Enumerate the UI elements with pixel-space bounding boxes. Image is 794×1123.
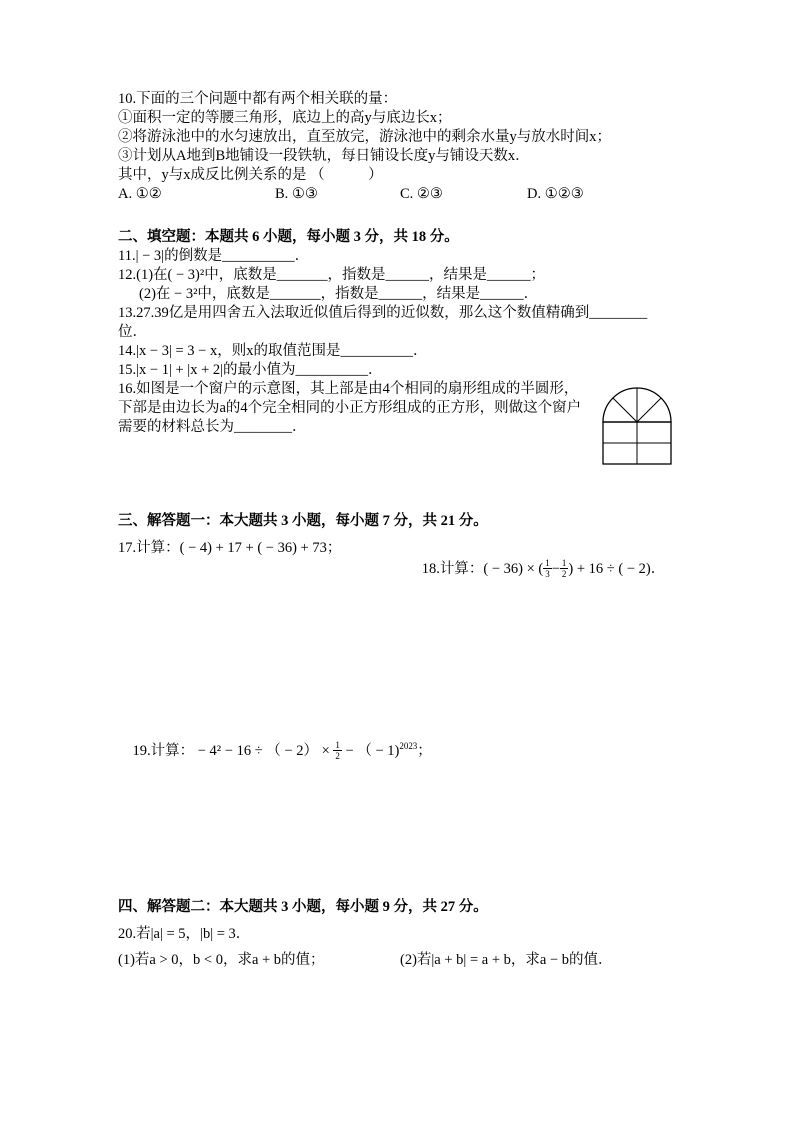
section-fill-title: 二、填空题：本题共 6 小题，每小题 3 分，共 18 分。 — [118, 229, 459, 245]
q18-minus: − — [551, 560, 560, 577]
q10-options — [118, 185, 675, 204]
q18-prefix: 18.计算：( − 36) × ( — [421, 560, 544, 577]
q13: 13.27.39亿是用四舍五入法取近似值后得到的近似数，那么这个数值精确到________位． — [118, 305, 648, 340]
q19 — [118, 721, 675, 781]
q20-subquestions-row — [118, 951, 675, 970]
q19-exponent: 2023 — [399, 740, 418, 751]
q10-item-1: ①面积一定的等腰三角形，底边上的高y与底边长x； — [118, 110, 452, 126]
q18 — [400, 539, 675, 599]
window-figure-svg — [599, 382, 675, 466]
q20-sub2: (2)若|a + b| = a + b，求a − b的值． — [400, 952, 613, 969]
q18-fraction-2: $\frac{1}{2}$ — [561, 558, 567, 580]
q19-prefix: 19.计算： − 4² − 16 ÷ （ − 2） × — [132, 742, 334, 759]
section-solve2-title: 四、解答题二：本大题共 3 小题，每小题 9 分，共 27 分。 — [118, 899, 488, 916]
q16-text: 16.如图是一个窗户的示意图，其上部是由4个相同的扇形组成的半圆形，下部是由边长为a的4个完全相同的小正方形组成的正方形，则做这个窗户需要的材料总长为________． — [118, 381, 582, 435]
q19-mid: − （ − 1) — [341, 742, 400, 759]
q20: 20.若|a| = 5，|b| = 3． — [118, 926, 251, 943]
q10-stem: 其中，y与x成反比例关系的是 （ ） — [118, 167, 383, 183]
q12-part1: 12.(1)在( − 3)²中，底数是_______，指数是______，结果是______； — [118, 267, 545, 283]
q15: 15.|x − 1| + |x + 2|的最小值为__________． — [118, 362, 383, 378]
q17-q18-row — [118, 539, 675, 599]
q11: 11.| − 3|的倒数是__________． — [118, 248, 310, 264]
window-diagram — [591, 382, 675, 470]
q19-suffix: ； — [417, 742, 432, 759]
q10-option-a: A. ①② — [118, 186, 162, 202]
q18-fraction-1: $\frac{1}{3}$ — [545, 558, 550, 580]
q16-block — [118, 380, 675, 476]
q17: 17.计算：( − 4) + 17 + ( − 36) + 73； — [118, 540, 342, 556]
q10-intro: 10.下面的三个问题中都有两个相关联的量： — [118, 91, 398, 107]
q12-part2: (2)在 − 3²中，底数是_______，指数是______，结果是______． — [139, 286, 539, 302]
section-solve1-title: 三、解答题一：本大题共 3 小题，每小题 7 分，共 21 分。 — [118, 513, 488, 529]
q10-option-b: B. ①③ — [275, 186, 318, 202]
q18-suffix: ) + 16 ÷ ( − 2)． — [568, 560, 666, 577]
q19-fraction: $\frac{1}{2}$ — [335, 739, 340, 761]
q10-option-c: C. ②③ — [400, 186, 443, 202]
q10-item-3: ③计划从A地到B地铺设一段铁轨，每日铺设长度y与铺设天数x． — [118, 148, 530, 164]
q10-item-2: ②将游泳池中的水匀速放出，直至放完，游泳池中的剩余水量y与放水时间x； — [118, 129, 611, 145]
q10-option-d: D. ①②③ — [527, 186, 584, 202]
q20-sub1: (1)若a > 0，b < 0，求a + b的值； — [118, 952, 325, 969]
q14: 14.|x − 3| = 3 − x，则x的取值范围是__________． — [118, 343, 428, 359]
